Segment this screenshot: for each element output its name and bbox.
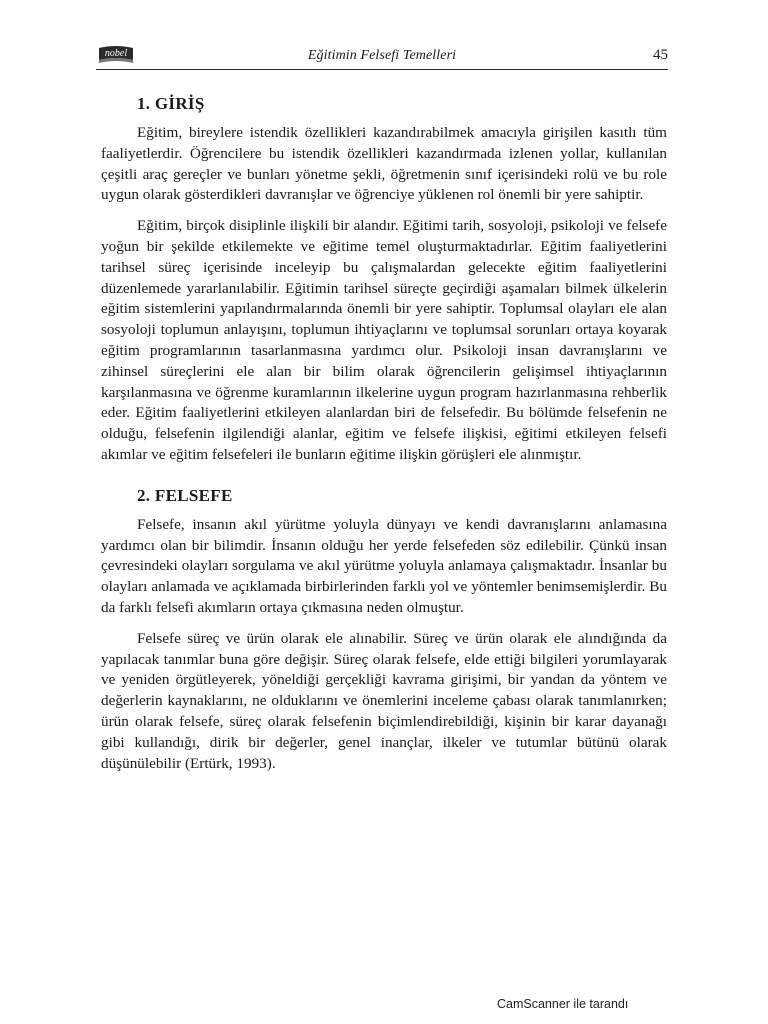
body-paragraph: Felsefe, insanın akıl yürütme yoluyla dünyayı ve kendi davranışlarını anlamasına yardımcı olan bir bilimdir. İnsanın olduğu her yerde felsefeden söz edilebilir. Çünkü insan çevresindeki olayları sorgulama ve akıl yürütme yoluyla anlamaya çalışmaktadır. İnsanlar bu olayları anlamada ve açıklamada birbirlerinden farklı yol ve yöntemler benimsemişlerdir. Bu da farklı felsefi akımların ortaya çıkmasına neden olmuştur.	[101, 515, 667, 616]
header-rule	[96, 69, 668, 70]
page-number: 45	[653, 47, 668, 63]
section-heading-giris: 1. GİRİŞ	[137, 94, 205, 113]
body-paragraph: Felsefe süreç ve ürün olarak ele alınabilir. Süreç ve ürün olarak ele alındığında da yapılacak tanımlar buna göre değişir. Süreç olarak felsefe, elde ettiği bilgileri yorumlayarak ve yeniden örgütleyerek, yöneldiği gerçekliği kavrama girişimi, bir yandan da yöntem ve değerlerin kaynaklarını, ne olduklarını ve önemlerini inceleme çabası olarak tanımlanırken; ürün olarak felsefe, süreç olarak felsefenin biçimlendirebildiği, kişinin bir karar dayanağı gibi kullandığı, dirik bir değerler, genel inançlar, ilkeler ve tutumlar bütünü olarak düşünülebilir (Ertürk, 1993).	[101, 629, 667, 772]
body-paragraph: Eğitim, birçok disiplinle ilişkili bir alandır. Eğitimi tarih, sosyoloji, psikoloji ve felsefe yoğun bir şekilde etkilemekte ve eğitime temel oluşturmaktadırlar. Eğitim faaliyetlerini tarihsel süreç içerisinde inceleyip bu çalışmalardan gelecekte eğitim faaliyetlerini düzenlemede yararlanılabilir. Eğitimin tarihsel süreçte geçirdiği aşamaları bilmek ülkelerin eğitim sistemlerini yapılandırmalarında önemli bir yere sahiptir. Toplumsal olayları ele alan sosyoloji toplumun anlayışını, toplumun ihtiyaçlarını ve toplumsal sorunları ortaya koyarak eğitim programlarının tasarlanmasına yardımcı olur. Psikoloji insan davranışlarını ve zihinsel süreçlerini ele alan bir bilim olarak öğrencilerin gelişimsel ihtiyaçlarının karşılanmasına ve öğrenme kuramlarının ilkelerine uygun program hazırlanmasına rehberlik eder. Eğitim faaliyetlerini etkileyen alanlardan biri de felsefedir. Bu bölümde felsefenin ne olduğu, felsefenin ilgilendiği alanlar, eğitim ve felsefe ilişkisi, eğitimi etkileyen felsefi akımlar ve eğitim felsefeleri ile bunların eğitime ilişkin görüşleri ele alınmıştır.	[101, 217, 667, 463]
scanner-stamp: CamScanner ile tarandı	[497, 997, 629, 1011]
logo-text: nobel	[104, 48, 128, 59]
body-paragraph: Eğitim, bireylere istendik özellikleri kazandırabilmek amacıyla girişilen kasıtlı tüm faaliyetlerdir. Öğrencilere bu istendik özellikleri kazandırmada izlenen yollar, kullanılan çeşitli araç gereçler ve bunları yönetme şekli, öğretmenin sınıf içerisindeki rolü ve bu role uygun olarak gösterdikleri davranışlar ve öğrenciye yüklenen rol önemli bir yere sahiptir.	[101, 124, 667, 204]
section-heading-felsefe: 2. FELSEFE	[137, 485, 233, 505]
page-header	[96, 44, 668, 70]
page-body	[101, 94, 667, 784]
running-title: Eğitimin Felsefi Temelleri	[307, 48, 457, 63]
